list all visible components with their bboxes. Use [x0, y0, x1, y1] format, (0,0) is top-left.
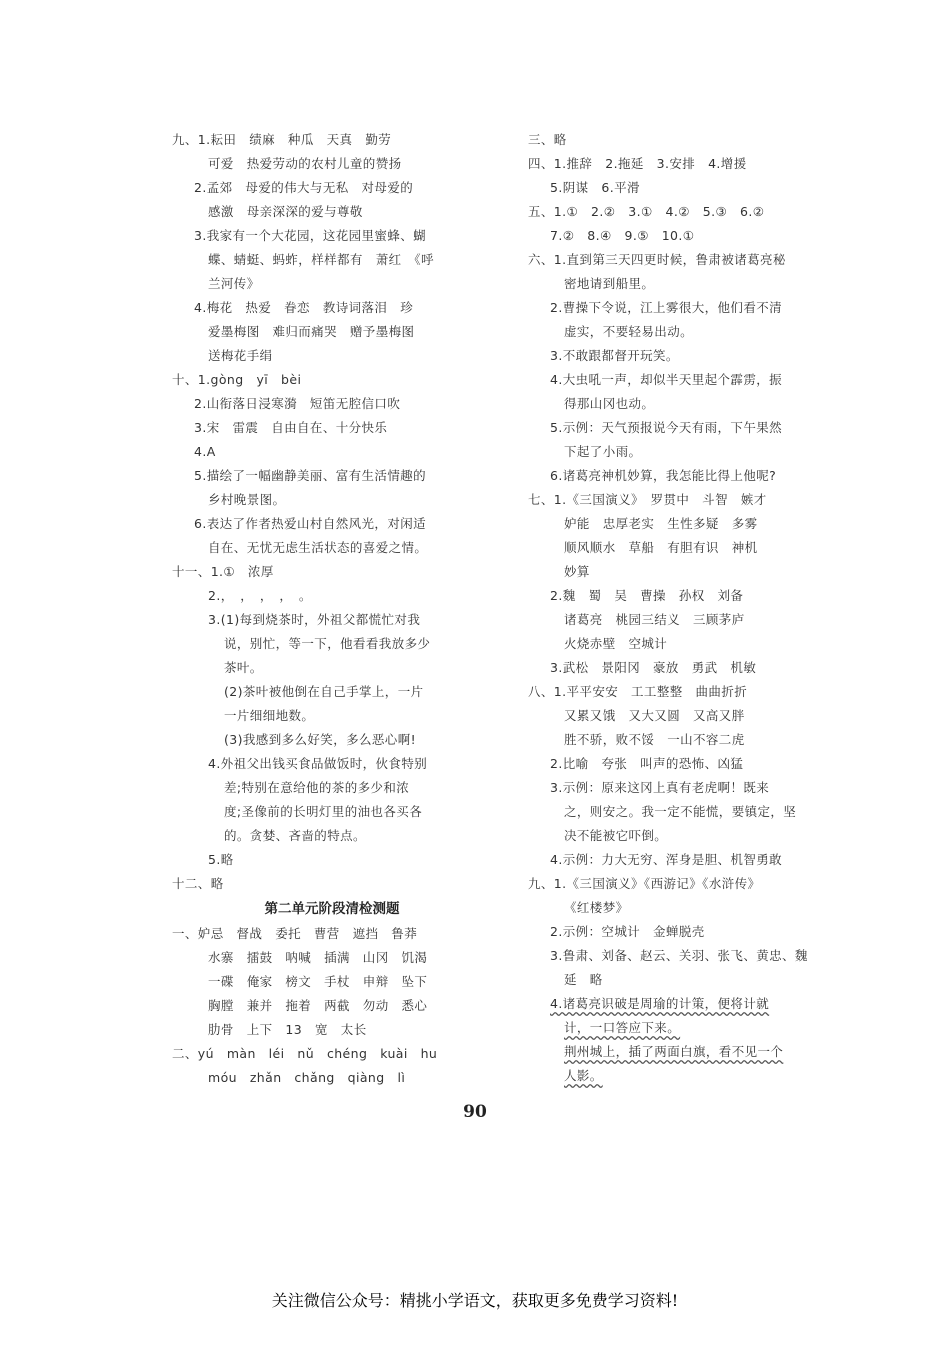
answer-line: 3.(1)每到烧茶时，外祖父都慌忙对我 — [208, 612, 421, 627]
answer-line: 6.表达了作者热爱山村自然风光，对闲适 — [194, 516, 427, 531]
answer-line: 5.示例：天气预报说今天有雨，下午果然 — [550, 420, 783, 435]
answer-line: 3.鲁肃、刘备、赵云、关羽、张飞、黄忠、魏 — [550, 948, 808, 963]
answer-line: 延 略 — [564, 972, 603, 987]
answer-line: 3.不敢跟都督开玩笑。 — [550, 348, 679, 363]
wavy-underlined-text: 4.诸葛亮识破是周瑜的计策，便将计就 — [550, 996, 770, 1011]
answer-line: 3.武松 景阳冈 豪放 勇武 机敏 — [550, 660, 757, 675]
answer-line: 胸膛 兼并 拖着 两截 勿动 悉心 — [208, 998, 428, 1013]
answer-line: 下起了小雨。 — [564, 444, 642, 459]
answer-line: 感激 母亲深深的爱与尊敬 — [208, 204, 363, 219]
answer-line — [528, 1016, 828, 1040]
answer-line: (2)茶叶被他倒在自己手掌上，一片 — [224, 684, 424, 699]
answer-line — [528, 1040, 828, 1064]
answer-line: 6.诸葛亮神机妙算，我怎能比得上他呢? — [550, 468, 777, 483]
answer-line: 妙算 — [564, 564, 590, 579]
answer-line: 二、yú màn léi nǔ chéng kuài hu — [172, 1046, 438, 1061]
wavy-underlined-text: 计，一口答应下来。 — [564, 1020, 681, 1035]
answer-line: 一片细细地数。 — [224, 708, 315, 723]
answer-line: 胜不骄，败不馁 一山不容二虎 — [564, 732, 745, 747]
wavy-underlined-text: 人影。 — [564, 1068, 603, 1083]
answer-line: 蝶、蜻蜓、蚂蚱，样样都有 萧红 《呼 — [208, 252, 434, 267]
answer-line: 八、1.平平安安 工工整整 曲曲折折 — [528, 684, 748, 699]
answer-line: 4.A — [194, 444, 216, 459]
answer-line: 决不能被它吓倒。 — [564, 828, 668, 843]
answer-line: 度;圣像前的长明灯里的油也各买各 — [224, 804, 423, 819]
answer-line: 2.， ， ， ， 。 — [208, 588, 312, 603]
answer-line: 之，则安之。我一定不能慌，要镇定，坚 — [564, 804, 797, 819]
answer-line: 4.梅花 热爱 眷恋 教诗词落泪 珍 — [194, 300, 414, 315]
answer-line: 火烧赤壁 空城计 — [564, 636, 668, 651]
answer-line: 差;特别在意给他的茶的多少和浓 — [224, 780, 410, 795]
answer-line: 四、1.推辞 2.拖延 3.安排 4.增援 — [528, 156, 747, 171]
answer-line: 3.我家有一个大花园，这花园里蜜蜂、蝴 — [194, 228, 427, 243]
answer-line: 《红楼梦》 — [564, 900, 629, 915]
answer-line: 三、略 — [528, 132, 567, 147]
answer-line: 5.略 — [208, 852, 234, 867]
answer-line: 的。贪婪、吝啬的特点。 — [224, 828, 366, 843]
answer-line: 2.山衔落日浸寒漪 短笛无腔信口吹 — [194, 396, 401, 411]
answer-line: 4.大虫吼一声，却似半天里起个霹雳，振 — [550, 372, 783, 387]
answer-column-left — [172, 128, 472, 1090]
wavy-underlined-text: 荆州城上，插了两面白旗，看不见一个 — [564, 1044, 784, 1059]
answer-line: 诸葛亮 桃园三结义 三顾茅庐 — [564, 612, 745, 627]
answer-line: 妒能 忠厚老实 生性多疑 多雾 — [564, 516, 758, 531]
answer-line: 爱墨梅图 难归而痛哭 赠予墨梅图 — [208, 324, 415, 339]
answer-line: 3.示例：原来这冈上真有老虎啊！既来 — [550, 780, 770, 795]
answer-line: 乡村晚景图。 — [208, 492, 286, 507]
answer-line: 十一、1.① 浓厚 — [172, 564, 274, 579]
answer-line: 五、1.① 2.② 3.① 4.② 5.③ 6.② — [528, 204, 765, 219]
answer-line: 肋骨 上下 13 宽 太长 — [208, 1022, 367, 1037]
answer-line: 茶叶。 — [224, 660, 263, 675]
answer-line: 七、1.《三国演义》 罗贯中 斗智 嫉才 — [528, 492, 767, 507]
answer-line: 2.曹操下令说，江上雾很大，他们看不清 — [550, 300, 783, 315]
section-title: 第二单元阶段清检测题 — [264, 901, 400, 917]
answer-line: 又累又饿 又大又圆 又高又胖 — [564, 708, 745, 723]
answer-line: 说，别忙，等一下，他看看我放多少 — [224, 636, 431, 651]
answer-line: 兰河传》 — [208, 276, 260, 291]
answer-line: 4.外祖父出钱买食品做饭时，伙食特别 — [208, 756, 428, 771]
answer-line: 虚实，不要轻易出动。 — [564, 324, 694, 339]
answer-line: móu zhǎn chǎng qiàng lì — [208, 1070, 406, 1085]
answer-line: 3.宋 雷震 自由自在、十分快乐 — [194, 420, 388, 435]
answer-line: 得那山冈也动。 — [564, 396, 655, 411]
answer-line: 十二、略 — [172, 876, 224, 891]
page-number: 90 — [463, 1102, 487, 1122]
answer-line: 4.示例：力大无穷、浑身是胆、机智勇敢 — [550, 852, 783, 867]
answer-line: 2.示例：空城计 金蝉脱壳 — [550, 924, 705, 939]
footer-notice: 关注微信公众号：精挑小学语文，获取更多免费学习资料! — [271, 1291, 679, 1310]
answer-line: 5.描绘了一幅幽静美丽、富有生活情趣的 — [194, 468, 427, 483]
answer-line: 7.② 8.④ 9.⑤ 10.① — [550, 228, 695, 243]
answer-line: 九、1.《三国演义》《西游记》《水浒传》 — [528, 876, 761, 891]
answer-column-right — [528, 128, 828, 1088]
answer-line: 十、1.gòng yī bèi — [172, 372, 302, 387]
answer-line: 自在、无忧无虑生活状态的喜爱之情。 — [208, 540, 428, 555]
answer-line: 一、妒忌 督战 委托 曹营 遮挡 鲁莽 — [172, 926, 418, 941]
answer-line: 2.魏 蜀 吴 曹操 孙权 刘备 — [550, 588, 744, 603]
answer-line: 一碟 俺家 榜文 手杖 申辩 坠下 — [208, 974, 428, 989]
answer-line: 2.孟郊 母爱的伟大与无私 对母爱的 — [194, 180, 414, 195]
answer-line: 九、1.耘田 绩麻 种瓜 天真 勤劳 — [172, 132, 392, 147]
answer-line: 2.比喻 夸张 叫声的恐怖、凶猛 — [550, 756, 744, 771]
answer-line: 送梅花手绢 — [208, 348, 273, 363]
answer-line: 5.阴谋 6.平滑 — [550, 180, 640, 195]
answer-line: (3)我感到多么好笑，多么恶心啊! — [224, 732, 417, 747]
answer-line — [528, 992, 828, 1016]
answer-line: 六、1.直到第三天四更时候，鲁肃被诸葛亮秘 — [528, 252, 786, 267]
answer-line: 水寨 擂鼓 呐喊 插满 山冈 饥渴 — [208, 950, 428, 965]
answer-line: 顺风顺水 草船 有胆有识 神机 — [564, 540, 758, 555]
answer-line — [528, 1064, 828, 1088]
answer-line: 可爱 热爱劳动的农村儿童的赞扬 — [208, 156, 402, 171]
answer-line: 密地请到船里。 — [564, 276, 655, 291]
